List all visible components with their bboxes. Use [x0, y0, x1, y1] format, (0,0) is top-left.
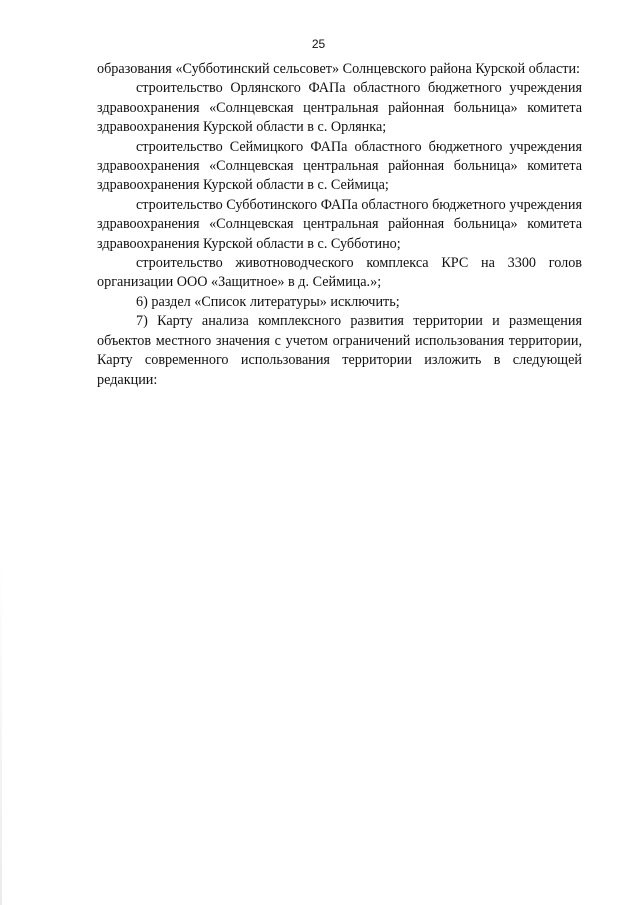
paragraph-section-6: 6) раздел «Список литературы» исключить;: [136, 293, 400, 310]
paragraph-subbotino-fap: строительство Субботинского ФАПа областного бюджетного учреждения здравоохранения «Солнцевская центральная районная больница» комитета здравоохранения Курской области в с. Субботино;: [97, 196, 582, 252]
paragraph-section-7: 7) Карту анализа комплексного развития территории и размещения объектов местного значения с учетом ограничений использования территории, Карту современного использования территории изложить в следующей редакции:: [97, 313, 582, 388]
document-body: [97, 60, 582, 390]
page-number: 25: [311, 37, 326, 51]
paragraph-seymitsa-fap: строительство Сеймицкого ФАПа областного бюджетного учреждения здравоохранения «Солнцевская центральная районная больница» комитета здравоохранения Курской области в с. Сеймица;: [97, 138, 582, 194]
scan-edge-shadow: [0, 560, 2, 905]
paragraph-continuation: образования «Субботинский сельсовет» Солнцевского района Курской области:: [97, 61, 580, 77]
paragraph-livestock-complex: строительство животноводческого комплекса КРС на 3300 голов организации ООО «Защитное» в д. Сеймица.»;: [97, 255, 582, 291]
paragraph-orlyanka-fap: строительство Орлянского ФАПа областного бюджетного учреждения здравоохранения «Солнцевская центральная районная больница» комитета здравоохранения Курской области в с. Орлянка;: [97, 80, 582, 136]
